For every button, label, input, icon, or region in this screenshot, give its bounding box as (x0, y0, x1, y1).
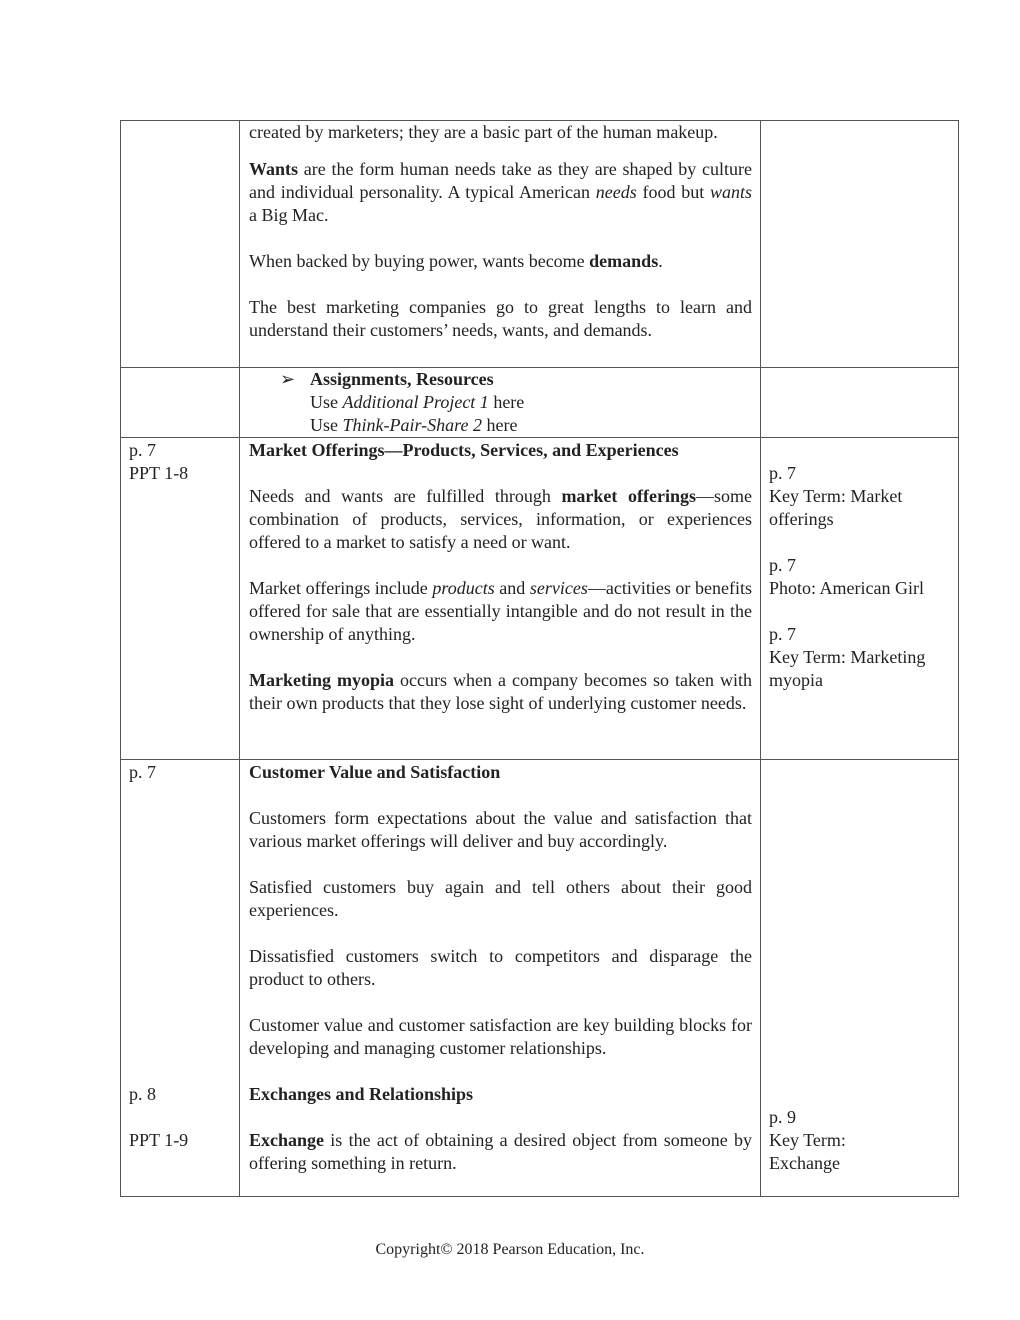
wants-paragraph: Wants are the form human needs take as they are shaped by culture and individual personality. A typical American needs food but wants a Big Mac. (249, 159, 752, 225)
content-cell (240, 760, 761, 1197)
table-row (121, 760, 959, 1197)
annotation: p. 7 Key Term: Marketing myopia (769, 624, 926, 690)
annotation: p. 7 Key Term: Market offerings (769, 463, 903, 529)
assignments-heading: ➢ Assignments, Resources (280, 369, 494, 389)
arrow-bullet-icon: ➢ (280, 369, 296, 389)
section-heading: Exchanges and Relationships (249, 1084, 474, 1104)
table-row (121, 121, 959, 368)
page-ref: p. 8 (129, 1084, 156, 1104)
right-column-cell (761, 121, 959, 368)
left-column-cell (121, 121, 240, 368)
page-ref-cell (121, 438, 240, 760)
page-ref: p. 7 (129, 440, 156, 460)
table-row (121, 438, 959, 760)
marketing-myopia-paragraph: Marketing myopia occurs when a company becomes so taken with their own products that they lose sight of underlying customer needs. (249, 670, 752, 713)
page-ref: p. 7 (129, 762, 156, 782)
resource-line: Use Think-Pair-Share 2 here (310, 415, 518, 435)
dissatisfied-customers-paragraph: Dissatisfied customers switch to competitors and disparage the product to others. (249, 946, 752, 989)
demands-term: demands (589, 251, 659, 271)
assignments-cell (240, 368, 761, 438)
annotation: p. 7 Photo: American Girl (769, 555, 924, 598)
page-ref-cell (121, 760, 240, 1197)
satisfied-customers-paragraph: Satisfied customers buy again and tell others about their good experiences. (249, 877, 752, 920)
annotation-cell (761, 760, 959, 1197)
section-heading: Customer Value and Satisfaction (249, 762, 501, 782)
building-blocks-paragraph: Customer value and customer satisfaction are key building blocks for developing and managing customer relationships. (249, 1015, 752, 1058)
market-offerings-paragraph: Needs and wants are fulfilled through market offerings—some combination of products, services, information, or experiences offered to a market to satisfy a need or want. (249, 486, 752, 552)
wants-term: Wants (249, 159, 299, 179)
left-column-cell (121, 368, 240, 438)
resource-line: Use Additional Project 1 here (310, 392, 525, 412)
needs-continuation-paragraph: created by marketers; they are a basic part of the human makeup. (249, 122, 718, 142)
lecture-notes-table (120, 120, 959, 1197)
section-heading: Market Offerings—Products, Services, and Experiences (249, 440, 679, 460)
ppt-ref: PPT 1-9 (129, 1130, 189, 1150)
content-cell (240, 438, 761, 760)
annotation: p. 9 Key Term: Exchange (769, 1107, 846, 1173)
demands-paragraph: When backed by buying power, wants become demands. (249, 251, 663, 271)
content-cell (240, 121, 761, 368)
annotation-cell (761, 438, 959, 760)
customer-expectations-paragraph: Customers form expectations about the value and satisfaction that various market offerings will deliver and buy accordingly. (249, 808, 752, 851)
right-column-cell (761, 368, 959, 438)
table-row (121, 368, 959, 438)
best-companies-paragraph: The best marketing companies go to great lengths to learn and understand their customers’ needs, wants, and demands. (249, 297, 752, 340)
exchange-paragraph: Exchange is the act of obtaining a desired object from someone by offering something in return. (249, 1130, 752, 1173)
copyright-footer: Copyright© 2018 Pearson Education, Inc. (375, 1241, 645, 1258)
ppt-ref: PPT 1-8 (129, 463, 189, 483)
products-services-paragraph: Market offerings include products and services—activities or benefits offered for sale that are essentially intangible and do not result in the ownership of anything. (249, 578, 752, 644)
